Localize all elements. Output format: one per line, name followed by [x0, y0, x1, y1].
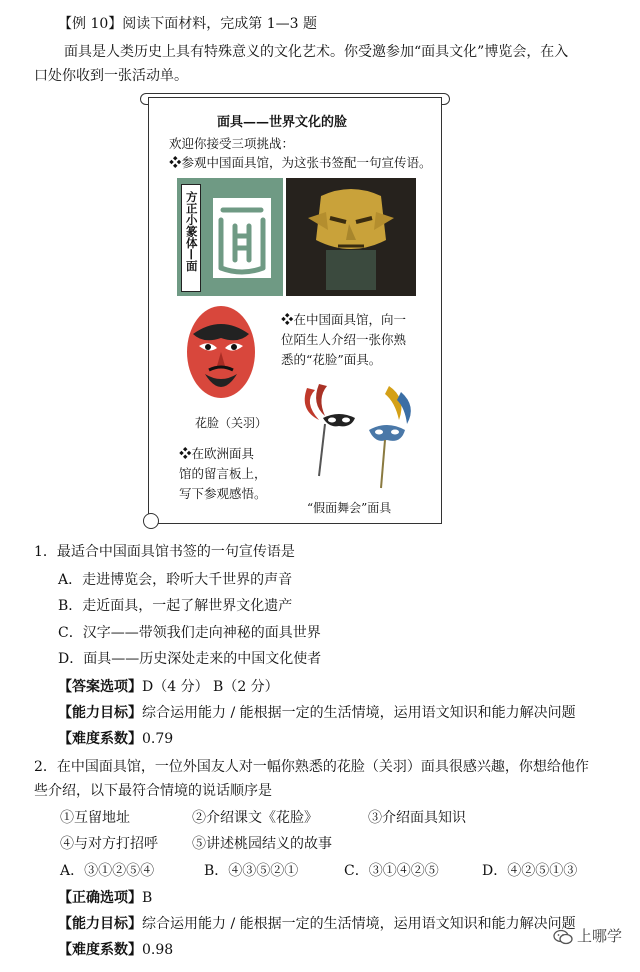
q2-option-d: D．④②⑤①③ — [482, 863, 578, 879]
q2-stem-line2: 些介绍，以下最符合情境的说话顺序是 — [34, 783, 272, 799]
q1-answer-value: D（4 分） B（2 分） — [142, 679, 279, 695]
q2-option-a: A．③①②⑤④ — [60, 863, 155, 879]
flyer-welcome: 欢迎你接受三项挑战： — [169, 136, 295, 151]
wechat-icon — [553, 929, 573, 945]
flyer-task3-line3: 写下参观感悟。 — [179, 486, 267, 501]
q2-answer — [58, 888, 152, 908]
q2-option-c: C．③①④②⑤ — [344, 863, 439, 879]
q1-option-d: D．面具——历史深处走来的中国文化使者 — [58, 651, 322, 667]
q1-option-b: B．走近面具，一起了解世界文化遗产 — [58, 598, 293, 614]
q1-difficulty-value: 0.79 — [142, 731, 174, 747]
q2-item-1: ①互留地址 — [60, 810, 130, 826]
q2-answer-value: B — [142, 890, 153, 906]
watermark-text: 上哪学 — [576, 927, 622, 945]
q2-difficulty-label: 【难度系数】 — [58, 942, 142, 958]
q2-answer-label: 【正确选项】 — [58, 890, 142, 906]
q1-difficulty-label: 【难度系数】 — [58, 731, 142, 747]
q2-difficulty — [58, 940, 173, 960]
q1-stem: 1．最适合中国面具馆书签的一句宣传语是 — [34, 544, 295, 560]
masquerade-caption: “假面舞会”面具 — [307, 501, 392, 515]
q2-item-2: ②介绍课文《花脸》 — [192, 810, 318, 826]
seal-glyph-icon — [213, 198, 271, 278]
q1-option-c: C．汉字——带领我们走向神秘的面具世界 — [58, 625, 321, 641]
seal-label: 方正小篆体—面 — [181, 184, 201, 292]
q2-option-b: B．④③⑤②① — [204, 863, 299, 879]
flyer-task2-line3: 悉的“花脸”面具。 — [281, 352, 382, 367]
q2-item-4: ④与对方打招呼 — [60, 836, 158, 852]
seal-character-panel — [177, 178, 283, 296]
q2-difficulty-value: 0.98 — [142, 942, 174, 958]
q2-item-3: ③介绍面具知识 — [368, 810, 466, 826]
q2-ability-value: 综合运用能力 / 能根据一定的生活情境，运用语文知识和能力解决问题 — [142, 916, 576, 932]
huamian-mask-image — [181, 304, 261, 408]
flyer-task3-line1: ❖在欧洲面具 — [179, 446, 255, 461]
flyer-task2-line2: 位陌生人介绍一张你熟 — [281, 332, 407, 347]
activity-flyer — [148, 97, 442, 524]
flyer-title: 面具——世界文化的脸 — [217, 115, 348, 130]
intro-paragraph-line1: 面具是人类历史上具有特殊意义的文化艺术。你受邀参加“面具文化”博览会，在入 — [64, 44, 569, 60]
q2-stem-line1: 2．在中国面具馆，一位外国友人对一幅你熟悉的花脸（关羽）面具很感兴趣，你想给他作 — [34, 759, 589, 775]
flyer-task1: ❖参观中国面具馆，为这张书签配一句宣传语。 — [169, 155, 432, 170]
q1-ability-label: 【能力目标】 — [58, 705, 142, 721]
q2-ability-label: 【能力目标】 — [58, 916, 142, 932]
q1-answer-label: 【答案选项】 — [58, 679, 142, 695]
flyer-task3-line2: 馆的留言板上， — [179, 466, 267, 481]
bronze-gold-mask-image — [286, 178, 416, 296]
watermark — [553, 925, 622, 946]
q2-item-5: ⑤讲述桃园结义的故事 — [192, 836, 332, 852]
q1-ability — [58, 703, 576, 723]
flyer-task2-line1: ❖在中国面具馆，向一 — [281, 312, 407, 327]
huamian-caption: 花脸（关羽） — [195, 416, 268, 430]
q1-option-a: A．走进博览会，聆听大千世界的声音 — [58, 572, 293, 588]
q1-ability-value: 综合运用能力 / 能根据一定的生活情境，运用语文知识和能力解决问题 — [142, 705, 576, 721]
example-title: 【例 10】阅读下面材料，完成第 1—3 题 — [58, 16, 317, 32]
intro-paragraph-line2: 口处你收到一张活动单。 — [34, 68, 188, 84]
scroll-bottom-roll — [143, 513, 159, 529]
masquerade-masks-image — [289, 380, 429, 490]
q1-answer — [58, 677, 279, 697]
q2-ability — [58, 914, 576, 934]
q1-difficulty — [58, 729, 173, 749]
